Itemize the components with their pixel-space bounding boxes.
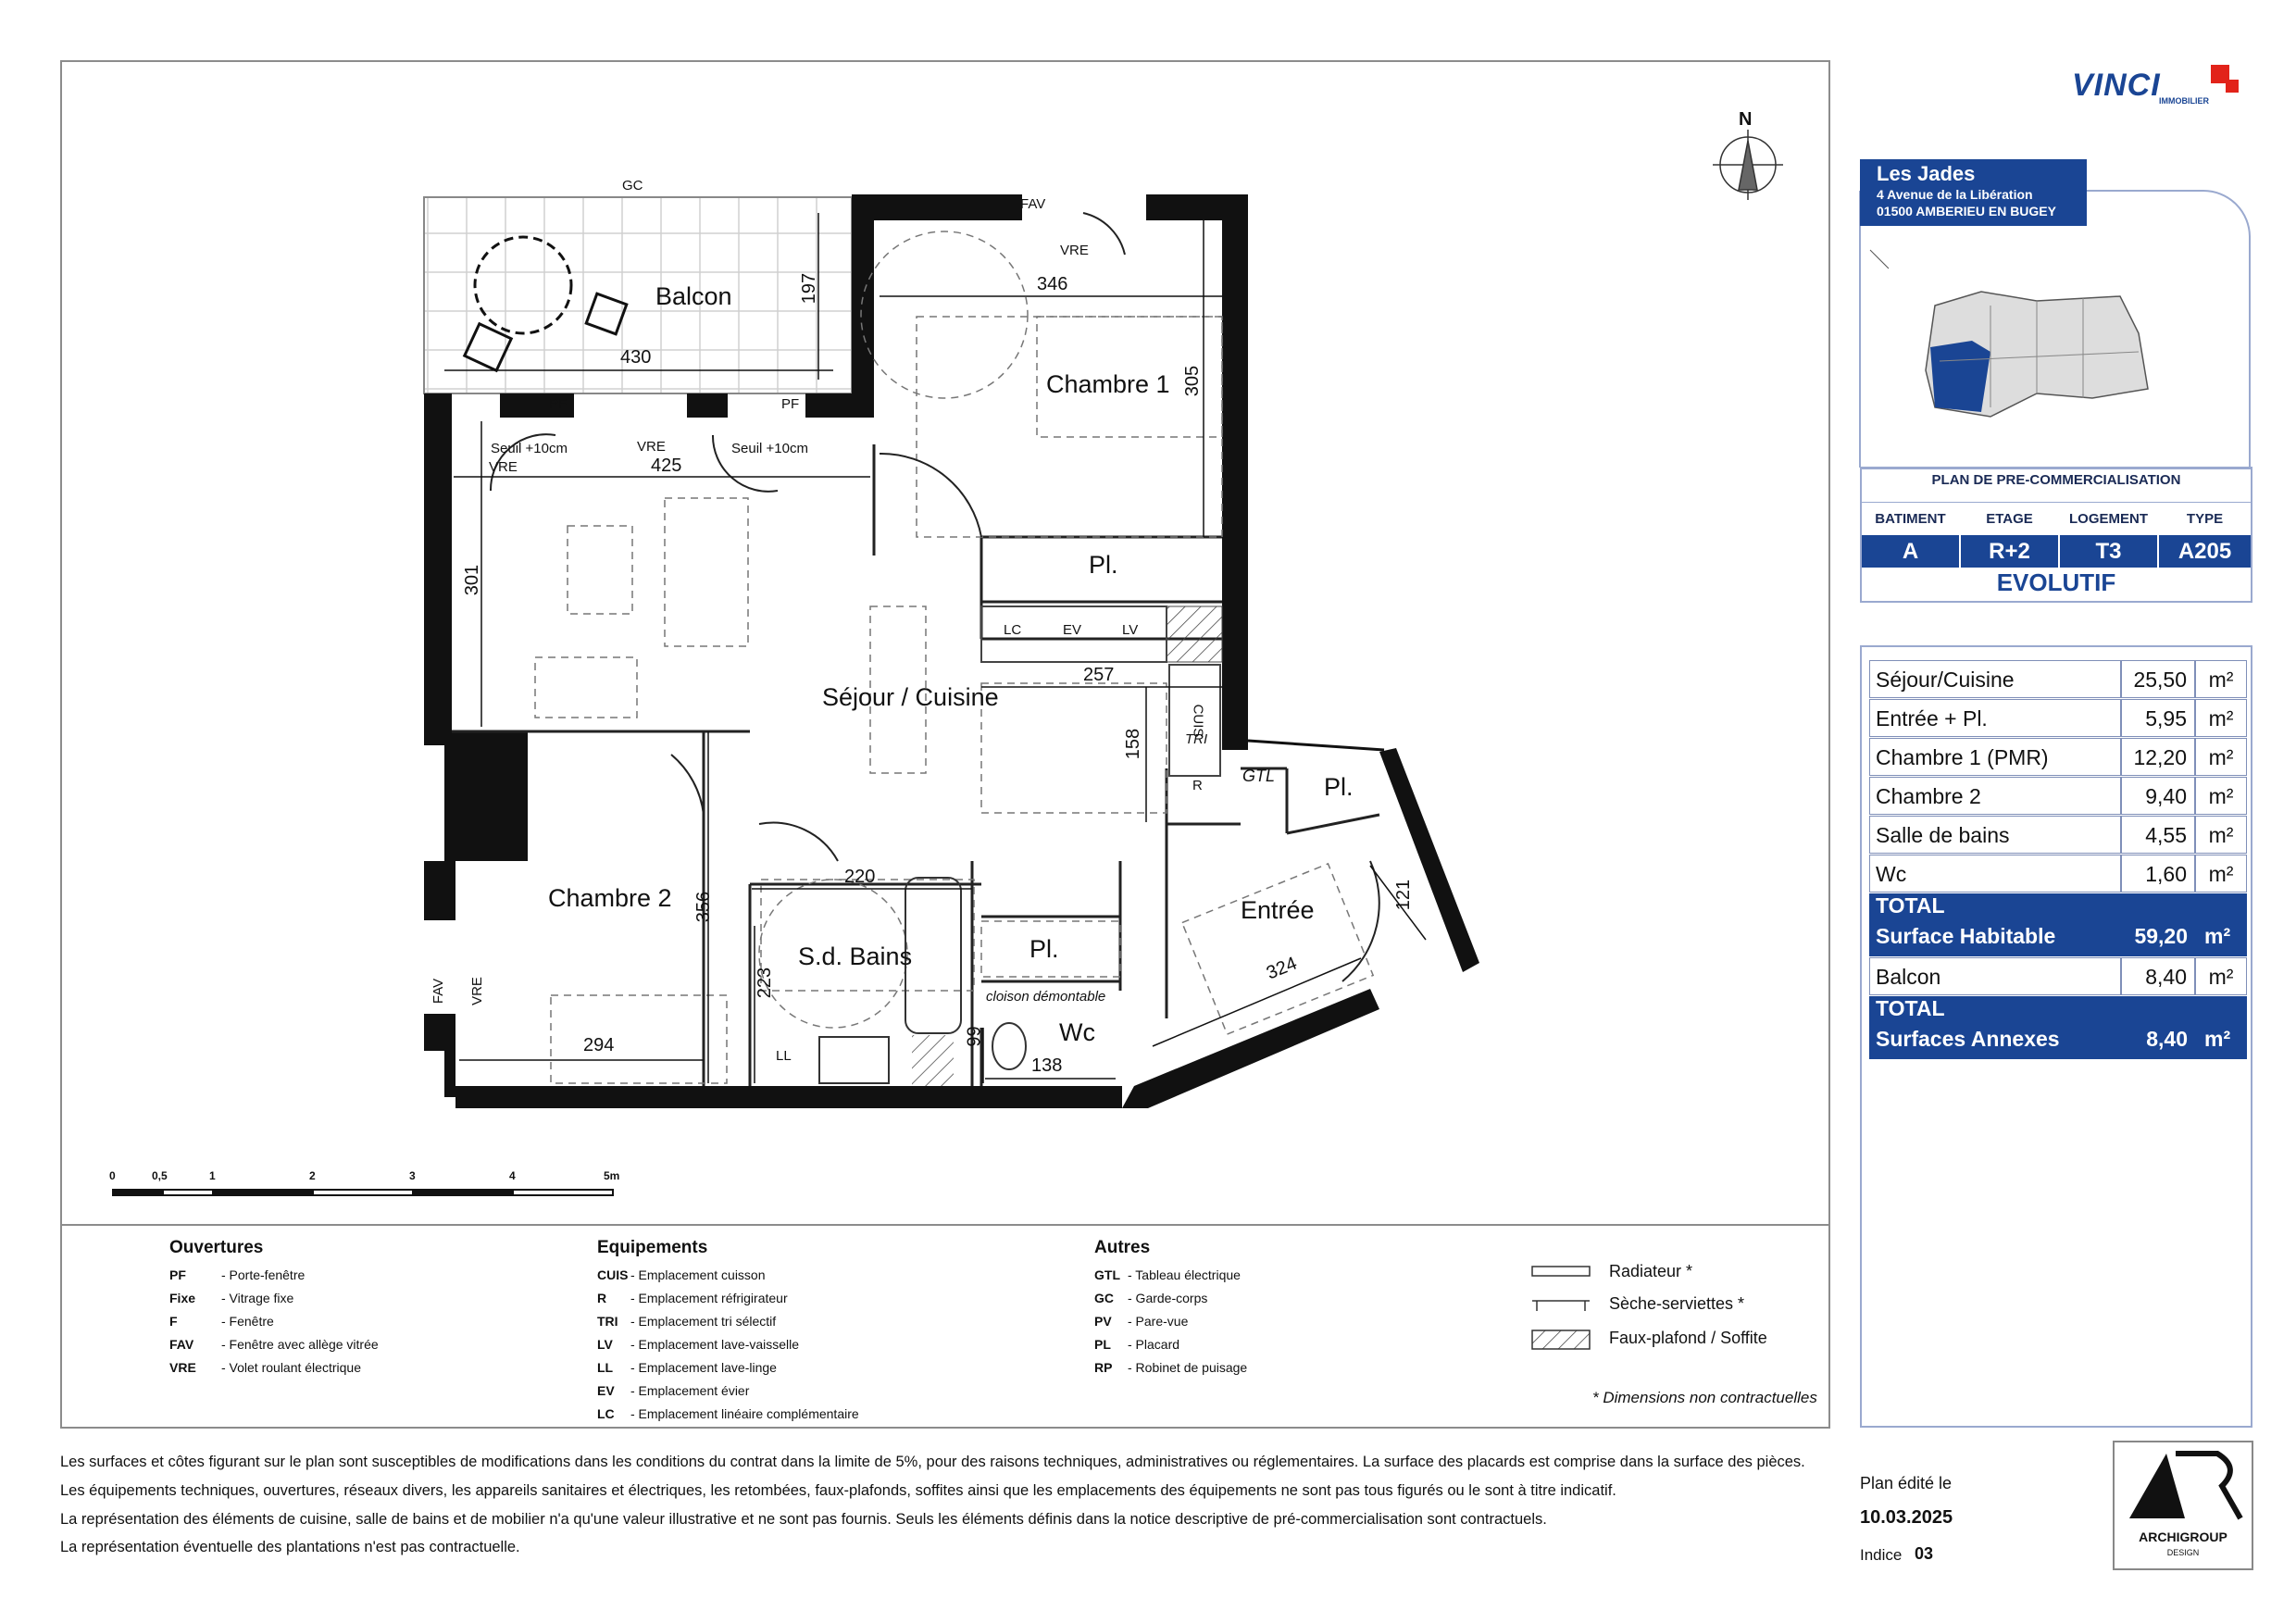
legend-text: - Emplacement lave-linge <box>630 1360 777 1375</box>
surface-row <box>1869 660 2247 698</box>
legend-code: TRI <box>597 1314 618 1329</box>
legend-symbols <box>1532 1267 1590 1349</box>
dim-223: 223 <box>755 967 776 999</box>
surface-name: Wc <box>1869 855 2121 893</box>
total-annex-area: 8,40 <box>2146 1027 2188 1051</box>
legend-code: Fixe <box>169 1291 196 1305</box>
lot-mode: EVOLUTIF <box>1996 568 2116 596</box>
surface-area: 1,60 <box>2121 855 2195 893</box>
lot-value-logement: T3 <box>2060 535 2157 568</box>
legend-text: - Fenêtre avec allège vitrée <box>221 1337 379 1352</box>
diagonal-wall-bottom <box>1122 989 1379 1108</box>
legend-code: F <box>169 1314 178 1329</box>
legend-text: - Fenêtre <box>221 1314 274 1329</box>
room-chambre1: Chambre 1 <box>1046 370 1170 398</box>
room-chambre2: Chambre 2 <box>548 884 672 912</box>
total-habitable-line1: TOTAL <box>1876 893 1945 918</box>
label-vre-2: VRE <box>489 459 518 475</box>
total-annex-unit: m² <box>2204 1027 2231 1051</box>
legend-text: - Emplacement tri sélectif <box>630 1314 777 1329</box>
legend-item <box>169 1314 274 1329</box>
legend-text: - Vitrage fixe <box>221 1291 294 1305</box>
legend-symbol-radiateur: Radiateur * <box>1609 1262 1693 1280</box>
compass-rose <box>1713 130 1783 200</box>
washbasin <box>819 1037 889 1083</box>
label-ev: EV <box>1063 622 1082 638</box>
legend-text: - Robinet de puisage <box>1128 1360 1248 1375</box>
dim-301: 301 <box>462 564 483 596</box>
project-box <box>1860 159 2087 226</box>
bathtub <box>905 878 961 1033</box>
dim-257: 257 <box>1083 665 1115 685</box>
legend-code: PF <box>169 1267 186 1282</box>
legend-text: - Emplacement évier <box>630 1383 750 1398</box>
dim-324: 324 <box>1263 953 1301 984</box>
legend-item <box>597 1337 799 1352</box>
surface-row <box>1869 855 2247 893</box>
dim-356: 356 <box>693 891 715 923</box>
label-tri: TRI <box>1185 731 1208 747</box>
scale-tick: 5m <box>604 1169 620 1182</box>
total-habitable-unit: m² <box>2204 924 2231 948</box>
project-address-2: 01500 AMBERIEU EN BUGEY <box>1877 204 2056 218</box>
legend-item <box>597 1291 788 1305</box>
scale-tick: 2 <box>309 1169 316 1182</box>
vinci-logo-mark <box>2211 65 2239 93</box>
legend-code: LV <box>597 1337 613 1352</box>
total-annex-line2: Surfaces Annexes <box>1876 1027 2060 1051</box>
legend-item <box>597 1267 766 1282</box>
label-vre-4: VRE <box>468 977 485 1005</box>
scale-tick: 4 <box>509 1169 516 1182</box>
legend-text: - Volet roulant électrique <box>221 1360 361 1375</box>
legend-text: - Garde-corps <box>1128 1291 1208 1305</box>
dim-121: 121 <box>1393 879 1415 911</box>
plan-type-title: PLAN DE PRE-COMMERCIALISATION <box>1931 472 2181 488</box>
label-cloison: cloison démontable <box>986 989 1106 1005</box>
architect-name: ARCHIGROUP <box>2139 1529 2227 1544</box>
disclaimer-line: Les surfaces et côtes figurant sur le plan sont susceptibles de modifications dans les conditions du contrat dans la limite de 5%, pour des raisons techniques, administratives ou réglementaires. La surface des placards est comprise dans la surface des pièces. <box>60 1454 1805 1470</box>
label-cuis: CUIS <box>1190 704 1206 738</box>
legend-code: RP <box>1094 1360 1113 1375</box>
annex-unit: m² <box>2195 957 2247 995</box>
legend-item <box>1094 1267 1241 1282</box>
soffit-bath <box>912 1035 954 1086</box>
label-lv: LV <box>1122 622 1139 638</box>
surface-unit: m² <box>2195 660 2247 698</box>
legend-text: - Emplacement réfrigirateur <box>630 1291 788 1305</box>
surface-name: Entrée + Pl. <box>1869 699 2121 737</box>
room-placard1: Pl. <box>1089 551 1118 579</box>
legend-code: PV <box>1094 1314 1112 1329</box>
kitchen-corner <box>1167 606 1222 662</box>
edition-label: Plan édité le <box>1860 1474 1953 1492</box>
vinci-logo-sub: IMMOBILIER <box>2159 96 2209 106</box>
diagonal-wall-right <box>1379 748 1479 972</box>
surface-unit: m² <box>2195 699 2247 737</box>
legend-text: - Emplacement linéaire complémentaire <box>630 1406 859 1421</box>
legend-item <box>597 1406 859 1421</box>
legend-item <box>597 1314 776 1329</box>
toilet <box>992 1023 1026 1069</box>
scale-tick: 0 <box>109 1169 116 1182</box>
room-placard2: Pl. <box>1029 935 1059 963</box>
annex-area: 8,40 <box>2121 957 2195 995</box>
dim-99: 99 <box>964 1026 985 1047</box>
legend-item <box>169 1360 361 1375</box>
legend-code: FAV <box>169 1337 194 1352</box>
total-annex-line1: TOTAL <box>1876 996 1945 1020</box>
dim-138: 138 <box>1031 1055 1063 1076</box>
disclaimer-line: Les équipements techniques, ouvertures, réseaux divers, les appareils sanitaires et électriques, les retombées, faux-plafonds, soffites ainsi que les emplacements des équipements ne sont pas tous figurés ou le sont à titre indicatif. <box>60 1482 1616 1499</box>
total-annex-row <box>1869 996 2247 1059</box>
legend-code: VRE <box>169 1360 196 1375</box>
surface-area: 5,95 <box>2121 699 2195 737</box>
label-ll: LL <box>776 1048 792 1064</box>
architect-sub: DESIGN <box>2166 1548 2200 1557</box>
dim-305: 305 <box>1182 365 1204 397</box>
label-vre-3: VRE <box>637 439 666 455</box>
project-name: Les Jades <box>1877 162 1976 185</box>
legend-code: R <box>597 1291 607 1305</box>
north-label: N <box>1739 109 1753 130</box>
lot-header-batiment: BATIMENT <box>1875 511 1946 527</box>
room-sdb: S.d. Bains <box>798 943 913 970</box>
label-lc: LC <box>1004 622 1022 638</box>
legend-text: - Emplacement cuisson <box>630 1267 766 1282</box>
lot-value-type: A205 <box>2159 535 2251 568</box>
surface-area: 9,40 <box>2121 777 2195 815</box>
label-gtl: GTL <box>1242 767 1276 785</box>
surface-unit: m² <box>2195 738 2247 776</box>
legend-text: - Placard <box>1128 1337 1180 1352</box>
edition-index-label: Indice <box>1860 1546 1903 1564</box>
legend-code: LC <box>597 1406 615 1421</box>
legend-item <box>1094 1360 1247 1375</box>
surface-area: 4,55 <box>2121 816 2195 854</box>
legend-equipements-title: Equipements <box>597 1238 708 1257</box>
surface-row <box>1869 816 2247 854</box>
dim-294: 294 <box>583 1035 615 1055</box>
dim-220: 220 <box>844 867 876 887</box>
room-wc: Wc <box>1059 1018 1095 1046</box>
lot-value-etage: R+2 <box>1961 535 2058 568</box>
total-habitable-area: 59,20 <box>2134 924 2188 948</box>
legend-autres-title: Autres <box>1094 1238 1151 1257</box>
legend-code: EV <box>597 1383 615 1398</box>
lot-header-type: TYPE <box>2186 511 2224 527</box>
scale-tick: 0,5 <box>152 1169 168 1182</box>
label-pf-2: PF <box>781 396 800 412</box>
surface-unit: m² <box>2195 855 2247 893</box>
surface-row <box>1869 699 2247 737</box>
label-fav-2: FAV <box>430 978 447 1005</box>
vinci-logo-text: VINCI <box>2072 68 2161 103</box>
surface-name: Chambre 2 <box>1869 777 2121 815</box>
legend-item <box>1094 1291 1207 1305</box>
surface-unit: m² <box>2195 777 2247 815</box>
lot-header-etage: ETAGE <box>1986 511 2033 527</box>
label-pf-1: PF <box>549 396 568 412</box>
room-sejour: Séjour / Cuisine <box>822 683 999 711</box>
scale-tick: 1 <box>209 1169 216 1182</box>
label-fav-top: FAV <box>1020 196 1046 212</box>
surface-name: Chambre 1 (PMR) <box>1869 738 2121 776</box>
room-placard3: Pl. <box>1324 773 1354 801</box>
project-address-1: 4 Avenue de la Libération <box>1877 187 2033 202</box>
legend-code: GTL <box>1094 1267 1120 1282</box>
dim-346: 346 <box>1037 274 1068 294</box>
surface-unit: m² <box>2195 816 2247 854</box>
disclaimer-line: La représentation éventuelle des plantations n'est pas contractuelle. <box>60 1539 520 1555</box>
legend-text: - Porte-fenêtre <box>221 1267 306 1282</box>
edition-index: 03 <box>1915 1544 1934 1563</box>
legend-symbol-seche-serviettes: Sèche-serviettes * <box>1609 1294 1745 1313</box>
label-vre-top: VRE <box>1060 243 1089 258</box>
total-habitable-row <box>1869 893 2247 956</box>
surface-row <box>1869 738 2247 776</box>
annex-row <box>1869 957 2247 995</box>
site-plan-thumbnail <box>1870 250 2148 417</box>
lot-divider <box>1862 502 2251 503</box>
label-gc: GC <box>622 178 643 194</box>
legend-ouvertures-title: Ouvertures <box>169 1238 264 1257</box>
legend-text: - Pare-vue <box>1128 1314 1189 1329</box>
legend-text: - Tableau électrique <box>1128 1267 1241 1282</box>
total-habitable-line2: Surface Habitable <box>1876 924 2056 948</box>
lot-header-logement: LOGEMENT <box>2069 511 2148 527</box>
dim-430: 430 <box>620 347 652 368</box>
surface-row <box>1869 777 2247 815</box>
legend-item <box>1094 1337 1179 1352</box>
legend-code: GC <box>1094 1291 1114 1305</box>
room-balcon: Balcon <box>655 282 732 310</box>
scale-bar <box>113 1190 613 1195</box>
legend-item <box>169 1267 305 1282</box>
legend-item <box>597 1383 749 1398</box>
surface-area: 25,50 <box>2121 660 2195 698</box>
dim-425: 425 <box>651 456 682 476</box>
scale-tick: 3 <box>409 1169 416 1182</box>
label-r: R <box>1192 778 1203 793</box>
dim-158: 158 <box>1123 728 1144 760</box>
legend-text: - Emplacement lave-vaisselle <box>630 1337 800 1352</box>
legend-item <box>1094 1314 1188 1329</box>
disclaimer-line: La représentation des éléments de cuisine, salle de bains et de mobilier n'a qu'une valeur illustrative et ne sont pas fournis. Seuls les éléments définis dans la notice descriptive de pré-commercialisation sont contractuels. <box>60 1511 1547 1528</box>
edition-date: 10.03.2025 <box>1860 1507 1953 1528</box>
legend-symbol-faux-plafond: Faux-plafond / Soffite <box>1609 1329 1767 1347</box>
legend-item <box>169 1291 293 1305</box>
room-entree: Entrée <box>1241 896 1315 924</box>
dim-197: 197 <box>799 272 820 305</box>
label-seuil-1: Seuil +10cm <box>491 441 568 456</box>
label-seuil-2: Seuil +10cm <box>731 441 808 456</box>
surface-name: Séjour/Cuisine <box>1869 660 2121 698</box>
legend-code: LL <box>597 1360 614 1375</box>
lot-value-batiment: A <box>1862 535 1959 568</box>
legend-note: * Dimensions non contractuelles <box>1592 1389 1817 1406</box>
surface-area: 12,20 <box>2121 738 2195 776</box>
legend-code: CUIS <box>597 1267 629 1282</box>
annex-name: Balcon <box>1869 957 2121 995</box>
legend-item <box>597 1360 777 1375</box>
legend-item <box>169 1337 379 1352</box>
surface-name: Salle de bains <box>1869 816 2121 854</box>
legend-code: PL <box>1094 1337 1111 1352</box>
